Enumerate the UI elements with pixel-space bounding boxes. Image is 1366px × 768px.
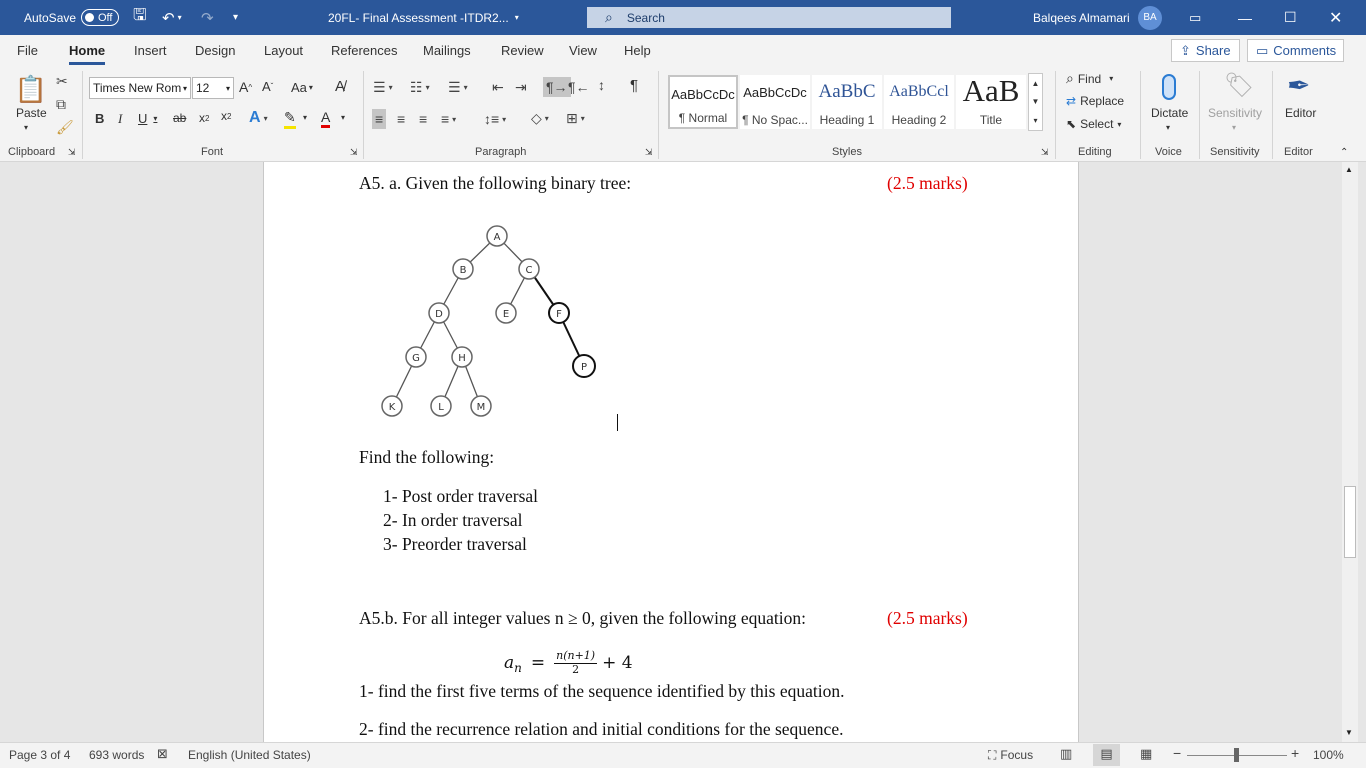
zoom-out-icon[interactable]: − xyxy=(1173,745,1182,761)
align-center-icon[interactable]: ≡ xyxy=(397,111,406,127)
document-page[interactable] xyxy=(263,162,1079,742)
autosave-label: AutoSave xyxy=(24,10,77,25)
share-button[interactable]: ⇪ Share xyxy=(1171,39,1240,62)
web-layout-icon[interactable]: ▦ xyxy=(1140,746,1153,761)
grow-font-icon[interactable]: A ^ xyxy=(239,79,253,95)
borders-icon[interactable]: ⊞ ▾ xyxy=(566,110,585,126)
paste-dropdown-icon[interactable]: ▾ xyxy=(24,123,29,132)
paste-icon[interactable]: 📋 xyxy=(14,73,48,104)
tab-help[interactable]: Help xyxy=(624,43,651,58)
editor-button[interactable]: Editor xyxy=(1285,106,1317,120)
scroll-down-arrow-icon[interactable]: ▼ xyxy=(1345,728,1353,737)
tree-label-f: F xyxy=(556,309,562,320)
part1-text: 1- find the first five terms of the sequence identified by this equation. xyxy=(359,681,845,701)
styles-scroll[interactable] xyxy=(1028,73,1043,131)
zoom-level[interactable]: 100% xyxy=(1313,748,1344,762)
ltr-direction-icon[interactable]: ¶→ xyxy=(543,77,571,97)
show-marks-icon[interactable]: ¶ xyxy=(630,77,639,94)
marks-a5b: (2.5 marks) xyxy=(887,608,968,628)
text-cursor xyxy=(617,414,618,431)
tab-view[interactable]: View xyxy=(569,43,597,58)
styles-group-label: Styles xyxy=(832,146,862,158)
tree-label-g: G xyxy=(412,353,420,364)
increase-indent-icon[interactable]: ⇥ xyxy=(515,79,527,95)
style-title[interactable]: AaB Title xyxy=(956,75,1026,129)
part2-text: 2- find the recurrence relation and initial conditions for the sequence. xyxy=(359,719,844,739)
strikethrough-icon[interactable]: ab xyxy=(173,111,187,125)
subscript-icon[interactable]: x 2 xyxy=(199,111,210,125)
voice-group-label: Voice xyxy=(1155,146,1182,158)
comment-icon: ▭ xyxy=(1256,42,1269,58)
styles-launcher-icon[interactable]: ⇲ xyxy=(1041,147,1049,157)
font-color-icon[interactable]: A xyxy=(321,109,330,128)
rtl-direction-icon[interactable]: ¶← xyxy=(568,79,590,95)
tree-label-c: C xyxy=(525,265,533,276)
status-bar xyxy=(0,742,1366,768)
shrink-font-icon[interactable]: A ˇ xyxy=(262,79,274,94)
font-size-dropdown[interactable]: 12 ▾ xyxy=(192,77,234,99)
tree-label-p: P xyxy=(580,362,588,373)
sensitivity-group-label: Sensitivity xyxy=(1210,146,1260,158)
comments-button[interactable]: ▭ Comments xyxy=(1247,39,1344,62)
find-button[interactable]: ⌕ Find ▾ xyxy=(1066,70,1114,86)
ribbon-display-icon[interactable]: ▭ xyxy=(1189,9,1202,25)
line-spacing-icon[interactable]: ↕≡ ▾ xyxy=(484,111,507,127)
autosave-state: Off xyxy=(98,11,113,24)
equation-denominator: 2 xyxy=(572,662,580,676)
clipboard-launcher-icon[interactable]: ⇲ xyxy=(68,147,76,157)
replace-icon: ⇄ xyxy=(1066,94,1077,108)
list-item-1: 1- Post order traversal xyxy=(383,486,539,506)
clipboard-group-label: Clipboard xyxy=(8,146,56,158)
editor-icon[interactable]: ✒ xyxy=(1287,70,1311,101)
scroll-down-icon[interactable]: ▼ xyxy=(1031,97,1040,107)
zoom-in-icon[interactable]: + xyxy=(1291,745,1300,761)
print-layout-icon[interactable]: ▤ xyxy=(1093,744,1120,766)
tree-label-h: H xyxy=(458,353,466,364)
tab-review[interactable]: Review xyxy=(501,43,544,58)
justify-icon[interactable]: ≡ ▾ xyxy=(441,111,457,127)
read-mode-icon[interactable]: ▥ xyxy=(1060,746,1073,761)
scroll-up-arrow-icon[interactable]: ▲ xyxy=(1345,165,1353,174)
search-icon: ⌕ xyxy=(605,9,613,25)
binary-tree-figure xyxy=(374,217,614,427)
sensitivity-icon[interactable]: 🏷 xyxy=(1224,72,1255,99)
question-a5b: A5.b. For all integer values n ≥ 0, given the following equation: xyxy=(359,608,807,628)
font-color-dropdown-icon[interactable]: ▾ xyxy=(341,113,346,122)
search-box[interactable] xyxy=(587,7,951,28)
change-case-button[interactable]: Aa ▾ xyxy=(291,80,313,95)
bold-icon[interactable]: B xyxy=(95,111,105,126)
sensitivity-dropdown-icon[interactable]: ▾ xyxy=(1232,123,1237,132)
tab-mailings[interactable]: Mailings xyxy=(423,43,471,58)
italic-icon[interactable]: I xyxy=(118,111,123,126)
bullets-icon[interactable]: ☰ ▾ xyxy=(373,79,393,95)
editing-group-label: Editing xyxy=(1078,146,1112,158)
sort-icon[interactable]: ↕ xyxy=(598,77,605,93)
paragraph-group-label: Paragraph xyxy=(475,146,527,158)
tab-home[interactable]: Home xyxy=(69,43,106,58)
sensitivity-button[interactable]: Sensitivity xyxy=(1208,106,1263,120)
maximize-icon[interactable]: ☐ xyxy=(1284,9,1297,25)
share-icon: ⇪ xyxy=(1180,42,1191,58)
cut-icon[interactable]: ✂ xyxy=(56,73,68,89)
customize-qat-icon[interactable]: ▾ xyxy=(233,12,239,23)
proofing-icon[interactable]: ⊠ xyxy=(157,746,168,761)
equation-lhs: a xyxy=(504,653,515,673)
ribbon xyxy=(0,65,1366,162)
language-status[interactable]: English (United States) xyxy=(188,748,311,762)
font-group-label: Font xyxy=(201,146,224,158)
font-name-dropdown[interactable]: Times New Rom ▾ xyxy=(89,77,191,99)
tree-label-a: A xyxy=(493,232,501,243)
focus-icon: ⛶ xyxy=(988,748,997,762)
tab-layout[interactable]: Layout xyxy=(264,43,304,58)
find-following-text: Find the following: xyxy=(359,447,495,467)
highlight-icon[interactable]: ✎ xyxy=(284,109,296,129)
clear-formatting-icon[interactable]: A̸ xyxy=(335,78,346,95)
style-normal[interactable]: AaBbCcDc ¶ Normal xyxy=(668,75,738,129)
equation xyxy=(504,646,633,680)
select-icon: ⬉ xyxy=(1066,117,1077,131)
close-icon[interactable]: ✕ xyxy=(1329,9,1343,27)
word-count[interactable]: 693 words xyxy=(89,748,145,762)
tab-references[interactable]: References xyxy=(331,43,398,58)
highlight-dropdown-icon[interactable]: ▾ xyxy=(303,113,308,122)
tab-design[interactable]: Design xyxy=(195,43,236,58)
tab-insert[interactable]: Insert xyxy=(134,43,167,58)
equation-equals: = xyxy=(530,653,546,673)
document-title[interactable]: 20FL- Final Assessment -ITDR2... ▾ xyxy=(328,10,519,25)
style-no-spacing[interactable]: AaBbCcDc ¶ No Spac... xyxy=(740,75,810,129)
tab-file[interactable]: File xyxy=(17,43,38,58)
user-name[interactable]: Balqees Almamari xyxy=(1033,10,1130,25)
page-count[interactable]: Page 3 of 4 xyxy=(9,748,71,762)
underline-icon[interactable]: U ▾ xyxy=(138,111,158,126)
question-a5a: A5. a. Given the following binary tree: xyxy=(359,173,632,193)
list-item-2: 2- In order traversal xyxy=(383,510,523,530)
tree-label-m: M xyxy=(476,402,486,413)
ribbon-tabs xyxy=(0,35,1366,65)
tree-label-b: B xyxy=(459,265,467,276)
editor-group-label: Editor xyxy=(1284,146,1313,158)
redo-icon[interactable]: ↷ xyxy=(201,9,214,27)
equation-tail: + 4 xyxy=(602,653,633,673)
decrease-indent-icon[interactable]: ⇤ xyxy=(492,79,504,95)
more-styles-icon[interactable]: ▾ xyxy=(1033,116,1038,126)
vertical-scrollbar[interactable] xyxy=(1342,162,1358,742)
tree-label-d: D xyxy=(435,309,443,320)
style-heading-2[interactable]: AaBbCcl Heading 2 xyxy=(884,75,954,129)
marks-a5a: (2.5 marks) xyxy=(887,173,968,193)
equation-fraction xyxy=(554,650,597,676)
save-icon[interactable]: 🖫 xyxy=(133,7,147,24)
replace-button[interactable]: ⇄ Replace xyxy=(1066,94,1125,108)
zoom-slider-thumb[interactable] xyxy=(1234,748,1239,762)
document-area xyxy=(0,162,1366,742)
shading-icon[interactable]: ◇ ▾ xyxy=(531,110,549,126)
align-right-icon[interactable]: ≡ xyxy=(419,111,428,127)
numbering-icon[interactable]: ☷ ▾ xyxy=(410,79,430,95)
title-bar xyxy=(0,0,1366,35)
align-left-icon[interactable]: ≡ xyxy=(372,109,386,129)
equation-numerator: n(n+1) xyxy=(556,648,596,662)
tree-label-l: L xyxy=(438,402,444,413)
undo-icon[interactable]: ↶ ▾ xyxy=(162,9,182,27)
dictate-dropdown-icon[interactable]: ▾ xyxy=(1166,123,1171,132)
paste-button[interactable]: Paste xyxy=(16,106,47,120)
tree-label-k: K xyxy=(388,402,396,413)
equation-subscript: n xyxy=(514,661,522,675)
microphone-icon[interactable] xyxy=(1158,71,1180,103)
user-avatar[interactable]: BA xyxy=(1138,6,1162,30)
font-launcher-icon[interactable]: ⇲ xyxy=(350,147,358,157)
tree-label-e: E xyxy=(502,309,510,320)
style-heading-1[interactable]: AaBbC Heading 1 xyxy=(812,75,882,129)
dictate-button[interactable]: Dictate xyxy=(1151,106,1189,120)
collapse-ribbon-icon[interactable]: ⌃ xyxy=(1340,147,1349,158)
autosave-toggle[interactable] xyxy=(81,0,119,35)
minimize-icon[interactable]: — xyxy=(1238,9,1252,26)
scroll-up-icon[interactable]: ▲ xyxy=(1031,78,1040,88)
text-effects-icon[interactable]: A ▾ xyxy=(249,109,268,126)
format-painter-icon[interactable]: 🖌 xyxy=(56,119,74,135)
paragraph-launcher-icon[interactable]: ⇲ xyxy=(645,147,653,157)
search-placeholder: Search xyxy=(626,10,665,25)
focus-button[interactable]: ⛶ Focus xyxy=(988,748,1034,762)
select-button[interactable]: ⬉ Select ▾ xyxy=(1066,117,1122,131)
multilevel-list-icon[interactable]: ☰ ▾ xyxy=(448,79,468,95)
find-icon: ⌕ xyxy=(1066,70,1074,86)
list-item-3: 3- Preorder traversal xyxy=(383,534,527,554)
copy-icon[interactable]: ⧉ xyxy=(56,96,66,112)
superscript-icon[interactable]: x 2 xyxy=(221,109,232,123)
scrollbar-thumb[interactable] xyxy=(1344,486,1356,558)
